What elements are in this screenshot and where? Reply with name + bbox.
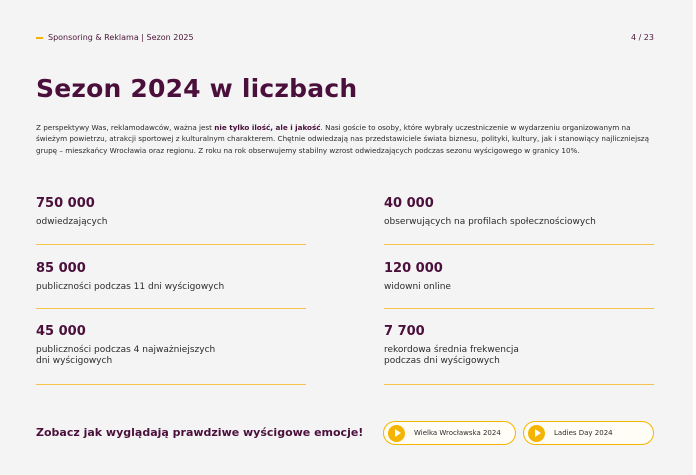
stat-audience-11-days <box>36 261 306 293</box>
play-icon <box>528 425 545 442</box>
stat-value: 45 000 <box>36 324 86 339</box>
stat-visitors <box>36 196 306 228</box>
stat-label: publiczności podczas 11 dni wyścigowych <box>36 282 225 292</box>
intro-text-2: . Nasi goście to osoby, które wybrały uczestniczenie w wydarzeniu organizowanym na świeżym powietrzu, atrakcji sportowej z kulturalnym charakterem. Chętnie odwiedzają nas przedstawiciele świata biznesu, polityki, kultury, jak i stanowiący najliczniejszą grupę – mieszkańcy Wrocławia oraz regionu. Z roku na rok obserwujemy stabilny wzrost odwiedzających podczas sezonu wyścigowego w granicy 10%. <box>36 123 649 155</box>
intro-paragraph <box>36 122 660 156</box>
stat-divider <box>36 308 306 309</box>
page-header <box>36 33 654 42</box>
stat-divider <box>384 308 654 309</box>
stat-label-line: rekordowa średnia frekwencja <box>384 345 519 355</box>
stat-value: 40 000 <box>384 196 434 211</box>
stat-label-line: publiczności podczas 4 najważniejszych <box>36 345 216 355</box>
stat-value: 120 000 <box>384 261 443 276</box>
stat-divider <box>384 384 654 385</box>
stat-label: obserwujących na profilach społecznościowych <box>384 217 596 227</box>
stat-label-line: podczas dni wyścigowych <box>384 356 500 366</box>
stat-label: odwiedzających <box>36 217 108 227</box>
stat-value: 7 700 <box>384 324 425 339</box>
intro-text-1: Z perspektywy Was, reklamodawców, ważna jest <box>36 123 215 132</box>
stat-label <box>384 345 654 367</box>
stat-label <box>36 345 306 367</box>
video-button-label: Wielka Wrocławska 2024 <box>414 429 501 437</box>
accent-dash <box>36 37 43 39</box>
stat-label: widowni online <box>384 282 451 292</box>
section-title: Sponsoring & Reklama | Sezon 2025 <box>48 33 194 42</box>
video-button-ladies-day[interactable] <box>523 421 654 445</box>
stat-value: 750 000 <box>36 196 95 211</box>
video-button-wielka-wroclawska[interactable] <box>383 421 516 445</box>
stat-divider <box>384 244 654 245</box>
intro-highlight: nie tylko ilość, ale i jakość <box>214 123 321 132</box>
stat-label-line: dni wyścigowych <box>36 356 113 366</box>
section-label <box>36 33 194 42</box>
stat-divider <box>36 384 306 385</box>
page-number: 4 / 23 <box>630 33 654 42</box>
cta-text: Zobacz jak wyglądają prawdziwe wyścigowe emocje! <box>36 426 364 439</box>
stat-followers <box>384 196 654 228</box>
page-title: Sezon 2024 w liczbach <box>36 74 358 103</box>
stat-divider <box>36 244 306 245</box>
stat-value: 85 000 <box>36 261 86 276</box>
play-icon <box>388 425 405 442</box>
stat-audience-4-days <box>36 324 306 367</box>
stat-online-audience <box>384 261 654 293</box>
video-button-label: Ladies Day 2024 <box>554 429 613 437</box>
stat-record-attendance <box>384 324 654 367</box>
